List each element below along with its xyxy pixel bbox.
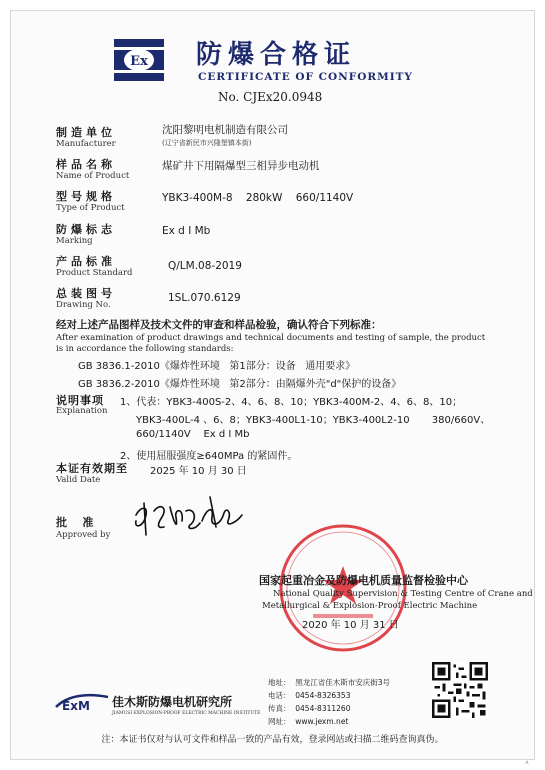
marking-label-en: Marking (56, 236, 93, 246)
manufacturer-value: 沈阳黎明电机制造有限公司 (162, 124, 288, 136)
footer-phone: 电话： 0454-8326353 (268, 691, 351, 700)
product-label: 样品名称 (56, 158, 116, 171)
drawing-value: 1SL.070.6129 (168, 292, 241, 304)
drawing-label: 总装图号 (56, 287, 116, 300)
statement-en-line1: After examination of product drawings and technical documents and testing of sample, the product (56, 333, 486, 343)
drawing-label-en: Drawing No. (56, 300, 111, 310)
manufacturer-address: (辽宁省新民市兴隆堡镇本街) (162, 139, 252, 147)
approved-label: 批 准 (56, 516, 94, 529)
exm-logo-text: ExM (62, 699, 90, 713)
qr-code-icon[interactable] (432, 662, 488, 718)
statement-en-line2: is in accordance the following standards: (56, 344, 234, 354)
standard-2: GB 3836.2-2010《爆炸性环境 第2部分：由隔爆外壳"d"保护的设备》 (78, 379, 402, 390)
exm-logo-icon (54, 689, 110, 713)
title-en: CERTIFICATE OF CONFORMITY (198, 71, 413, 83)
explanation-line4: 2、使用屈服强度≥640MPa 的紧固件。 (120, 451, 298, 462)
valid-date-label: 本证有效期至 (56, 462, 128, 475)
institute-name-cn: 佳木斯防爆电机研究所 (112, 695, 233, 709)
standard-1: GB 3836.1-2010《爆炸性环境 第1部分：设备 通用要求》 (78, 361, 356, 372)
manufacturer-label: 制造单位 (56, 126, 116, 139)
footer-address: 地址： 黑龙江省佳木斯市安庆街3号 (268, 678, 391, 687)
explanation-line1: 1、代表：YBK3-400S-2、4、6、8、10；YBK3-400M-2、4、6、8、10； (120, 397, 463, 408)
official-stamp (277, 522, 409, 654)
standard-label-en: Product Standard (56, 268, 133, 278)
ex-logo-icon (113, 38, 165, 82)
statement-cn: 经对上述产品图样及技术文件的审查和样品检验，确认符合下列标准： (56, 319, 382, 331)
valid-date-value: 2025 年 10 月 30 日 (150, 466, 247, 477)
issuer-name-cn: 国家起重冶金及防爆电机质量监督检验中心 (259, 574, 468, 587)
institute-name-en: JIAMUSI EXPLOSION-PROOF ELECTRIC MACHINE INSTITUTE (112, 711, 261, 716)
issue-date: 2020 年 10 月 31 日 (302, 620, 399, 631)
title-cn: 防爆合格证 (196, 40, 357, 70)
corner-mark: A (525, 760, 529, 766)
explanation-line3: 660/1140V Ex d I Mb (136, 429, 250, 440)
certificate-number: No. CJEx20.0948 (218, 90, 323, 104)
approved-label-en: Approved by (56, 530, 111, 540)
marking-label: 防爆标志 (56, 223, 116, 236)
product-label-en: Name of Product (56, 171, 130, 181)
product-value: 煤矿井下用隔爆型三相异步电动机 (162, 160, 320, 172)
marking-value: Ex d I Mb (162, 225, 211, 237)
footer-note: 注：本证书仅对与认可文件和样品一致的产品有效，登录网站或扫描二维码查询真伪。 (101, 735, 444, 745)
signature (130, 493, 250, 543)
standard-label: 产品标准 (56, 255, 116, 268)
type-value: YBK3-400M-8 280kW 660/1140V (162, 192, 354, 204)
logo-text: Ex (130, 54, 148, 69)
issuer-name-en1: National Quality Supervision & Testing Centre of Crane and (273, 589, 533, 599)
explanation-label-en: Explanation (56, 406, 108, 416)
issuer-name-en2: Metallurgical & Explosion-Proof Electric Machine (262, 601, 478, 611)
standard-value: Q/LM.08-2019 (168, 260, 242, 272)
type-label: 型号规格 (56, 190, 116, 203)
explanation-label: 说明事项 (56, 394, 104, 407)
manufacturer-label-en: Manufacturer (56, 139, 116, 149)
footer-web: 网址： www.jexm.net (268, 717, 349, 726)
valid-date-label-en: Valid Date (56, 475, 101, 485)
footer-fax: 传真： 0454-8311260 (268, 704, 351, 713)
type-label-en: Type of Product (56, 203, 125, 213)
explanation-line2: YBK3-400L-4 、6、8；YBK3-400L1-10；YBK3-400L2-10 380/660V、 (136, 415, 491, 426)
